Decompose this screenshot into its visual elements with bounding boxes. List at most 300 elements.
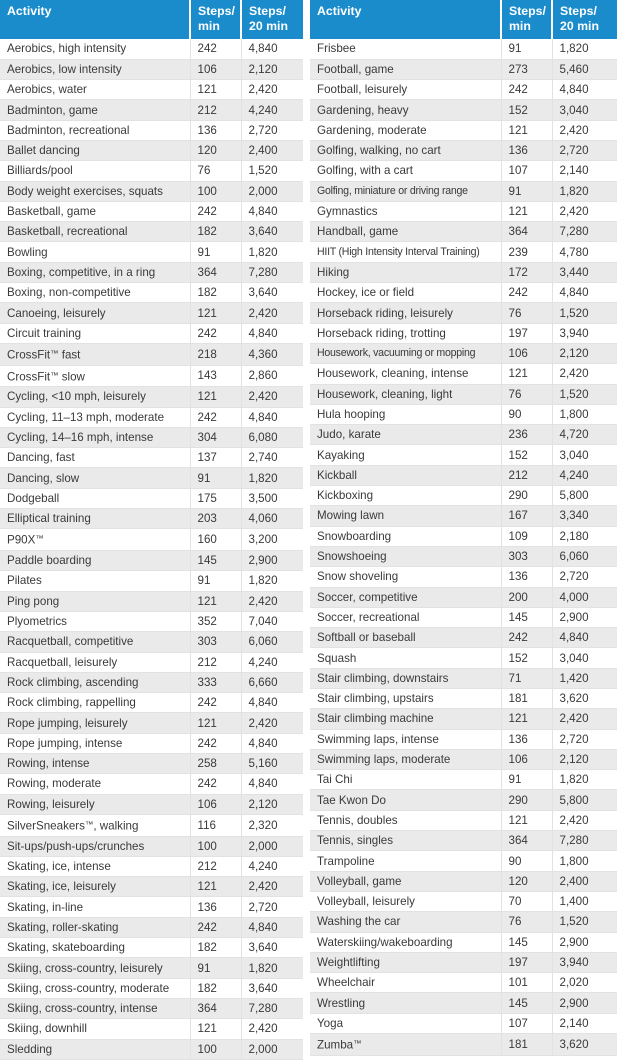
table-row [310, 465, 617, 485]
cell-steps-per-min: 182 [190, 222, 241, 242]
cell-steps-per-min: 136 [501, 729, 552, 749]
table-row [310, 404, 617, 424]
cell-steps-per-20-min: 2,720 [552, 567, 617, 587]
cell-activity: Volleyball, leisurely [310, 891, 501, 911]
cell-steps-per-20-min: 3,620 [552, 1034, 617, 1056]
cell-activity: HIIT (High Intensity Interval Training) [310, 242, 501, 262]
cell-steps-per-min: 106 [501, 749, 552, 769]
cell-activity: Tai Chi [310, 770, 501, 790]
cell-steps-per-min: 100 [190, 181, 241, 201]
cell-activity: Cycling, 11–13 mph, moderate [0, 407, 190, 427]
cell-steps-per-min: 121 [501, 709, 552, 729]
table-row [0, 140, 303, 160]
cell-steps-per-min: 91 [190, 468, 241, 488]
cell-steps-per-20-min: 2,120 [552, 343, 617, 363]
table-row [0, 856, 303, 876]
table-row [0, 794, 303, 814]
table-row [0, 387, 303, 407]
cell-steps-per-20-min: 2,420 [241, 1019, 303, 1039]
cell-activity: Handball, game [310, 222, 501, 242]
table-row [310, 39, 617, 59]
cell-steps-per-min: 200 [501, 587, 552, 607]
cell-activity: Washing the car [310, 912, 501, 932]
cell-steps-per-min: 120 [190, 140, 241, 160]
cell-steps-per-min: 116 [190, 814, 241, 836]
cell-steps-per-min: 203 [190, 509, 241, 529]
cell-steps-per-min: 303 [190, 632, 241, 652]
cell-steps-per-min: 121 [190, 713, 241, 733]
cell-steps-per-20-min: 2,740 [241, 448, 303, 468]
cell-activity: Skiing, downhill [0, 1019, 190, 1039]
cell-activity: Aerobics, high intensity [0, 39, 190, 59]
cell-activity: Kayaking [310, 445, 501, 465]
cell-activity: Golfing, miniature or driving range [310, 181, 501, 201]
activity-table-right-wrapper [310, 0, 617, 1052]
cell-steps-per-min: 76 [501, 912, 552, 932]
cell-activity: Plyometrics [0, 611, 190, 631]
cell-steps-per-20-min: 3,640 [241, 222, 303, 242]
steps-per-min-line2: min [198, 19, 220, 33]
column-header-steps-per-20-min [241, 0, 303, 39]
table-row [0, 652, 303, 672]
header-row [310, 0, 617, 39]
cell-activity: Hiking [310, 262, 501, 282]
table-row [0, 672, 303, 692]
table-row [310, 546, 617, 566]
cell-steps-per-20-min: 5,800 [552, 486, 617, 506]
table-row [310, 628, 617, 648]
cell-steps-per-20-min: 4,840 [241, 693, 303, 713]
cell-steps-per-20-min: 7,040 [241, 611, 303, 631]
cell-activity: Dancing, fast [0, 448, 190, 468]
cell-activity: Pilates [0, 571, 190, 591]
cell-steps-per-20-min: 2,720 [241, 897, 303, 917]
table-row [310, 668, 617, 688]
table-row [310, 303, 617, 323]
cell-steps-per-min: 181 [501, 1034, 552, 1056]
cell-activity: Volleyball, game [310, 871, 501, 891]
cell-activity: Rock climbing, ascending [0, 672, 190, 692]
cell-activity: Rowing, intense [0, 754, 190, 774]
cell-activity: Basketball, recreational [0, 222, 190, 242]
cell-activity: Skiing, cross-country, intense [0, 998, 190, 1018]
cell-activity: Ping pong [0, 591, 190, 611]
table-row [310, 831, 617, 851]
cell-activity: CrossFit™ fast [0, 343, 190, 365]
cell-activity: Stair climbing, upstairs [310, 689, 501, 709]
cell-activity: Ballet dancing [0, 140, 190, 160]
cell-activity: Skating, ice, leisurely [0, 877, 190, 897]
cell-activity: SilverSneakers™, walking [0, 814, 190, 836]
cell-steps-per-20-min: 2,420 [241, 387, 303, 407]
activity-table-left-wrapper [0, 0, 303, 1056]
cell-activity: Horseback riding, leisurely [310, 303, 501, 323]
cell-steps-per-20-min: 2,400 [552, 871, 617, 891]
cell-activity: Skating, roller-skating [0, 917, 190, 937]
table-row [0, 201, 303, 221]
cell-activity: Badminton, game [0, 100, 190, 120]
cell-steps-per-20-min: 1,820 [241, 958, 303, 978]
cell-steps-per-min: 218 [190, 343, 241, 365]
cell-activity: Trampoline [310, 851, 501, 871]
table-row [310, 587, 617, 607]
cell-steps-per-min: 90 [501, 851, 552, 871]
table-row [310, 343, 617, 363]
cell-steps-per-min: 145 [501, 607, 552, 627]
cell-activity: Billiards/pool [0, 161, 190, 181]
cell-steps-per-20-min: 3,340 [552, 506, 617, 526]
table-row [0, 120, 303, 140]
table-row [310, 709, 617, 729]
cell-steps-per-20-min: 2,720 [241, 120, 303, 140]
table-row [0, 1039, 303, 1059]
cell-activity: Weightlifting [310, 952, 501, 972]
table-row [0, 448, 303, 468]
trademark-symbol: ™ [84, 818, 94, 829]
cell-steps-per-min: 290 [501, 790, 552, 810]
cell-activity: Tennis, doubles [310, 810, 501, 830]
cell-steps-per-20-min: 4,240 [241, 652, 303, 672]
cell-steps-per-min: 304 [190, 427, 241, 447]
table-row [0, 611, 303, 631]
cell-steps-per-min: 121 [190, 591, 241, 611]
table-row [0, 161, 303, 181]
table-header-left [0, 0, 303, 39]
cell-steps-per-min: 91 [190, 242, 241, 262]
cell-steps-per-min: 242 [190, 774, 241, 794]
cell-steps-per-min: 242 [190, 323, 241, 343]
cell-steps-per-min: 70 [501, 891, 552, 911]
cell-activity: Football, game [310, 59, 501, 79]
table-row [0, 39, 303, 59]
cell-activity: Kickball [310, 465, 501, 485]
cell-activity: Housework, cleaning, light [310, 384, 501, 404]
cell-steps-per-min: 333 [190, 672, 241, 692]
table-row [310, 891, 617, 911]
cell-activity: Stair climbing, downstairs [310, 668, 501, 688]
cell-steps-per-min: 137 [190, 448, 241, 468]
cell-steps-per-min: 197 [501, 952, 552, 972]
table-row [310, 729, 617, 749]
table-row [310, 242, 617, 262]
cell-steps-per-min: 290 [501, 486, 552, 506]
cell-steps-per-min: 136 [501, 140, 552, 160]
table-row [310, 770, 617, 790]
table-row [0, 529, 303, 551]
cell-steps-per-20-min: 2,140 [552, 161, 617, 181]
cell-steps-per-20-min: 4,840 [241, 323, 303, 343]
cell-activity: Rope jumping, leisurely [0, 713, 190, 733]
cell-steps-per-20-min: 2,720 [552, 140, 617, 160]
cell-steps-per-20-min: 4,840 [552, 283, 617, 303]
cell-steps-per-min: 197 [501, 323, 552, 343]
table-row [0, 262, 303, 282]
cell-steps-per-20-min: 3,040 [552, 445, 617, 465]
cell-steps-per-20-min: 1,800 [552, 404, 617, 424]
table-row [310, 749, 617, 769]
steps-per-20-line1: Steps/ [560, 4, 597, 18]
cell-steps-per-min: 239 [501, 242, 552, 262]
table-body-right [310, 39, 617, 1055]
table-row [310, 993, 617, 1013]
cell-steps-per-min: 352 [190, 611, 241, 631]
table-row [310, 567, 617, 587]
table-row [0, 632, 303, 652]
cell-steps-per-min: 121 [501, 364, 552, 384]
cell-steps-per-min: 364 [501, 831, 552, 851]
cell-steps-per-20-min: 2,420 [241, 713, 303, 733]
cell-steps-per-20-min: 1,820 [241, 242, 303, 262]
cell-steps-per-20-min: 1,820 [552, 770, 617, 790]
cell-activity: Housework, cleaning, intense [310, 364, 501, 384]
cell-activity: Racquetball, competitive [0, 632, 190, 652]
cell-steps-per-min: 172 [501, 262, 552, 282]
cell-activity: Soccer, competitive [310, 587, 501, 607]
table-row [0, 836, 303, 856]
cell-steps-per-20-min: 4,840 [241, 774, 303, 794]
cell-steps-per-20-min: 3,940 [552, 952, 617, 972]
table-row [310, 607, 617, 627]
table-row [0, 1019, 303, 1039]
table-row [310, 120, 617, 140]
cell-steps-per-20-min: 4,240 [241, 856, 303, 876]
table-row [310, 1013, 617, 1033]
table-row [310, 932, 617, 952]
cell-steps-per-min: 120 [501, 871, 552, 891]
table-header-right [310, 0, 617, 39]
table-row [310, 283, 617, 303]
table-row [310, 201, 617, 221]
cell-activity: Skating, in-line [0, 897, 190, 917]
table-row [0, 938, 303, 958]
cell-steps-per-20-min: 4,720 [552, 425, 617, 445]
cell-steps-per-min: 182 [190, 283, 241, 303]
column-header-steps-per-min [501, 0, 552, 39]
cell-steps-per-20-min: 1,800 [552, 851, 617, 871]
cell-activity: Wrestling [310, 993, 501, 1013]
cell-steps-per-20-min: 2,420 [552, 201, 617, 221]
cell-steps-per-min: 121 [501, 201, 552, 221]
cell-activity: Stair climbing machine [310, 709, 501, 729]
cell-steps-per-min: 121 [190, 303, 241, 323]
cell-steps-per-20-min: 2,120 [241, 59, 303, 79]
steps-per-20-line2: 20 min [560, 19, 599, 33]
cell-steps-per-20-min: 2,420 [552, 364, 617, 384]
table-row [0, 774, 303, 794]
cell-steps-per-20-min: 2,020 [552, 973, 617, 993]
cell-steps-per-20-min: 2,120 [552, 749, 617, 769]
table-row [0, 693, 303, 713]
cell-steps-per-20-min: 1,820 [552, 39, 617, 59]
cell-steps-per-min: 242 [190, 917, 241, 937]
cell-steps-per-20-min: 4,840 [241, 201, 303, 221]
cell-activity: Wheelchair [310, 973, 501, 993]
cell-steps-per-min: 152 [501, 100, 552, 120]
cell-steps-per-min: 175 [190, 488, 241, 508]
cell-activity: Dancing, slow [0, 468, 190, 488]
cell-steps-per-20-min: 2,000 [241, 181, 303, 201]
cell-steps-per-min: 136 [501, 567, 552, 587]
table-row [310, 973, 617, 993]
cell-steps-per-20-min: 2,420 [241, 591, 303, 611]
cell-steps-per-min: 91 [190, 571, 241, 591]
table-row [310, 445, 617, 465]
cell-activity: Hockey, ice or field [310, 283, 501, 303]
column-header-activity: Activity [310, 0, 501, 39]
cell-steps-per-min: 91 [501, 770, 552, 790]
cell-activity: Snowshoeing [310, 546, 501, 566]
cell-steps-per-20-min: 3,940 [552, 323, 617, 343]
table-row [0, 222, 303, 242]
table-row [0, 551, 303, 571]
cell-steps-per-20-min: 2,420 [552, 709, 617, 729]
cell-steps-per-20-min: 1,820 [241, 571, 303, 591]
cell-steps-per-min: 121 [190, 387, 241, 407]
table-row [0, 488, 303, 508]
cell-steps-per-min: 100 [190, 1039, 241, 1059]
cell-steps-per-min: 145 [501, 932, 552, 952]
table-row [310, 526, 617, 546]
cell-steps-per-min: 145 [501, 993, 552, 1013]
cell-steps-per-20-min: 3,440 [552, 262, 617, 282]
table-row [310, 952, 617, 972]
table-row [0, 814, 303, 836]
cell-steps-per-20-min: 7,280 [552, 831, 617, 851]
table-row [0, 365, 303, 387]
table-row [310, 262, 617, 282]
cell-activity: Swimming laps, intense [310, 729, 501, 749]
cell-steps-per-min: 76 [190, 161, 241, 181]
table-row [310, 648, 617, 668]
table-row [0, 100, 303, 120]
cell-activity: Football, leisurely [310, 80, 501, 100]
cell-activity: Gymnastics [310, 201, 501, 221]
cell-steps-per-20-min: 7,280 [552, 222, 617, 242]
cell-steps-per-min: 182 [190, 938, 241, 958]
cell-steps-per-min: 109 [501, 526, 552, 546]
table-row [310, 425, 617, 445]
table-row [0, 571, 303, 591]
table-row [0, 733, 303, 753]
cell-activity: Frisbee [310, 39, 501, 59]
cell-activity: Golfing, with a cart [310, 161, 501, 181]
table-row [310, 364, 617, 384]
steps-per-min-line1: Steps/ [198, 4, 235, 18]
cell-steps-per-min: 303 [501, 546, 552, 566]
cell-steps-per-20-min: 3,640 [241, 283, 303, 303]
cell-steps-per-20-min: 2,000 [241, 1039, 303, 1059]
cell-activity: Canoeing, leisurely [0, 303, 190, 323]
table-row [0, 343, 303, 365]
cell-steps-per-20-min: 2,900 [552, 607, 617, 627]
table-row [310, 851, 617, 871]
cell-steps-per-20-min: 7,280 [241, 262, 303, 282]
cell-steps-per-20-min: 1,520 [552, 303, 617, 323]
cell-activity: Golfing, walking, no cart [310, 140, 501, 160]
cell-activity: Body weight exercises, squats [0, 181, 190, 201]
cell-steps-per-min: 106 [190, 59, 241, 79]
cell-activity: Boxing, non-competitive [0, 283, 190, 303]
trademark-symbol: ™ [35, 533, 44, 544]
cell-steps-per-20-min: 4,780 [552, 242, 617, 262]
table-row [310, 222, 617, 242]
cell-activity: Sit-ups/push-ups/crunches [0, 836, 190, 856]
cell-activity: Racquetball, leisurely [0, 652, 190, 672]
table-row [0, 978, 303, 998]
table-row [0, 242, 303, 262]
cell-steps-per-20-min: 1,520 [552, 912, 617, 932]
table-body-left [0, 39, 303, 1059]
cell-steps-per-20-min: 7,280 [241, 998, 303, 1018]
cell-steps-per-20-min: 1,420 [552, 668, 617, 688]
cell-steps-per-20-min: 2,420 [552, 120, 617, 140]
table-row [310, 323, 617, 343]
activity-table-left [0, 0, 303, 1060]
cell-steps-per-20-min: 1,820 [552, 181, 617, 201]
cell-steps-per-20-min: 4,840 [552, 80, 617, 100]
cell-steps-per-min: 181 [501, 689, 552, 709]
cell-activity: Sledding [0, 1039, 190, 1059]
cell-steps-per-min: 91 [501, 39, 552, 59]
cell-steps-per-20-min: 4,840 [241, 733, 303, 753]
cell-steps-per-20-min: 1,820 [241, 468, 303, 488]
cell-steps-per-min: 167 [501, 506, 552, 526]
cell-steps-per-min: 143 [190, 365, 241, 387]
cell-steps-per-20-min: 2,000 [241, 836, 303, 856]
cell-steps-per-min: 121 [501, 810, 552, 830]
steps-per-min-line1: Steps/ [509, 4, 546, 18]
cell-steps-per-20-min: 3,640 [241, 978, 303, 998]
cell-activity: Gardening, moderate [310, 120, 501, 140]
cell-steps-per-min: 242 [501, 283, 552, 303]
cell-steps-per-20-min: 4,360 [241, 343, 303, 365]
cell-steps-per-min: 236 [501, 425, 552, 445]
cell-activity: Cycling, 14–16 mph, intense [0, 427, 190, 447]
cell-steps-per-20-min: 4,840 [241, 917, 303, 937]
trademark-symbol: ™ [50, 369, 59, 380]
cell-steps-per-20-min: 3,040 [552, 648, 617, 668]
cell-steps-per-min: 107 [501, 1013, 552, 1033]
cell-steps-per-20-min: 2,420 [552, 810, 617, 830]
cell-steps-per-min: 145 [190, 551, 241, 571]
table-row [310, 1034, 617, 1056]
cell-activity: Softball or baseball [310, 628, 501, 648]
cell-steps-per-min: 364 [190, 262, 241, 282]
cell-activity: Soccer, recreational [310, 607, 501, 627]
cell-steps-per-20-min: 2,120 [241, 794, 303, 814]
table-row [0, 323, 303, 343]
table-row [310, 181, 617, 201]
cell-steps-per-20-min: 2,140 [552, 1013, 617, 1033]
cell-steps-per-20-min: 2,860 [241, 365, 303, 387]
cell-steps-per-min: 364 [190, 998, 241, 1018]
cell-steps-per-20-min: 2,900 [241, 551, 303, 571]
cell-steps-per-min: 91 [190, 958, 241, 978]
cell-steps-per-20-min: 3,200 [241, 529, 303, 551]
cell-steps-per-20-min: 4,240 [241, 100, 303, 120]
cell-activity: Rowing, leisurely [0, 794, 190, 814]
cell-activity: Rowing, moderate [0, 774, 190, 794]
cell-activity: Aerobics, low intensity [0, 59, 190, 79]
table-row [310, 871, 617, 891]
cell-activity: Bowling [0, 242, 190, 262]
table-row [0, 427, 303, 447]
steps-per-min-line2: min [509, 19, 531, 33]
table-row [310, 384, 617, 404]
cell-activity: Judo, karate [310, 425, 501, 445]
cell-steps-per-min: 152 [501, 445, 552, 465]
cell-steps-per-20-min: 6,080 [241, 427, 303, 447]
